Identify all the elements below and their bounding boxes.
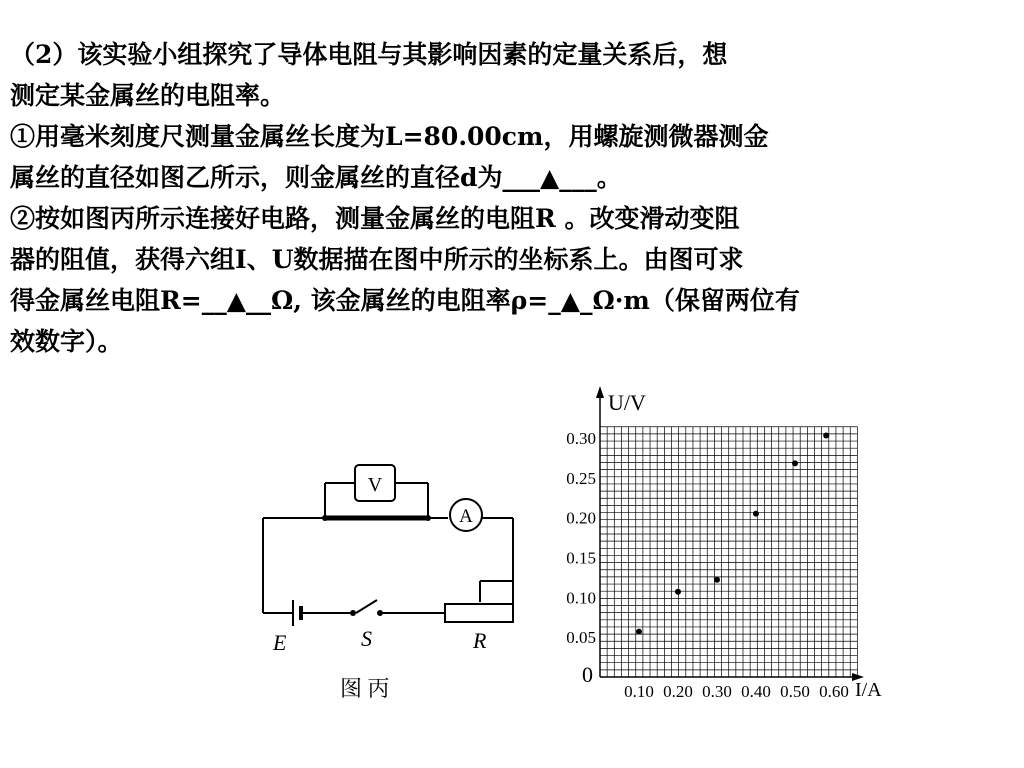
data-point xyxy=(636,629,642,635)
y-axis-arrow xyxy=(596,386,604,398)
junction-dot xyxy=(425,515,431,521)
y-tick-label: 0.25 xyxy=(566,468,596,488)
y-tick-label: 0.10 xyxy=(566,588,596,608)
switch-contact xyxy=(377,610,383,616)
data-point xyxy=(753,511,759,517)
circuit-diagram xyxy=(255,458,525,708)
text-line: 得金属丝电阻R= xyxy=(10,286,202,315)
y-tick-label: 0.20 xyxy=(566,508,596,528)
switch-label: S xyxy=(361,626,372,651)
y-tick-label: 0.30 xyxy=(566,428,596,448)
answer-blank-resistivity: _▲_ xyxy=(548,286,593,315)
text-line: 。 xyxy=(596,163,622,192)
x-tick-label: 0.60 xyxy=(819,682,849,700)
text-line: Ω, 该金属丝的电阻率ρ= xyxy=(270,286,549,315)
answer-blank-diameter: ___▲___ xyxy=(502,163,597,192)
x-tick-label: 0.10 xyxy=(624,682,654,700)
switch-contact xyxy=(350,610,356,616)
text-line: 属丝的直径如图乙所示，则金属丝的直径d为 xyxy=(10,163,503,192)
answer-blank-resistance: __▲__ xyxy=(201,286,271,315)
text-line: （2）该实验小组探究了导体电阻与其影响因素的定量关系后，想 xyxy=(10,40,728,69)
figure-caption: 图 丙 xyxy=(340,676,390,701)
switch-blade xyxy=(356,600,377,613)
data-point xyxy=(823,433,829,439)
text-line: ①用毫米刻度尺测量金属丝长度为L=80.00cm，用螺旋测微器测金 xyxy=(10,122,769,151)
text-line: ②按如图丙所示连接好电路，测量金属丝的电阻R 。改变滑动变阻 xyxy=(10,204,740,233)
x-tick-label: 0.30 xyxy=(702,682,732,700)
ammeter-label: A xyxy=(459,506,473,527)
x-tick-label: 0.50 xyxy=(780,682,810,700)
y-tick-label: 0.05 xyxy=(566,628,596,648)
grid xyxy=(600,427,857,677)
data-point xyxy=(792,460,798,466)
y-axis-label: U/V xyxy=(608,390,646,415)
text-line: Ω·m（保留两位有 xyxy=(592,286,800,315)
problem-text xyxy=(10,34,1014,362)
text-line: 器的阻值，获得六组I、U数据描在图中所示的坐标系上。由图可求 xyxy=(10,245,744,274)
voltmeter-label: V xyxy=(367,474,383,496)
battery-label: E xyxy=(273,630,287,655)
data-point xyxy=(714,577,720,583)
x-tick-label: 0.20 xyxy=(663,682,693,700)
ui-graph xyxy=(550,382,890,700)
rheostat-body xyxy=(445,604,513,622)
x-axis-label: I/A xyxy=(855,679,882,700)
data-point xyxy=(675,589,681,595)
rheostat-label: R xyxy=(473,628,487,653)
y-tick-label: 0.15 xyxy=(566,548,596,568)
text-line: 效数字）。 xyxy=(10,327,123,356)
x-tick-label: 0.40 xyxy=(741,682,771,700)
origin-label: 0 xyxy=(582,662,593,687)
text-line: 测定某金属丝的电阻率。 xyxy=(10,81,286,110)
junction-dot xyxy=(322,515,328,521)
